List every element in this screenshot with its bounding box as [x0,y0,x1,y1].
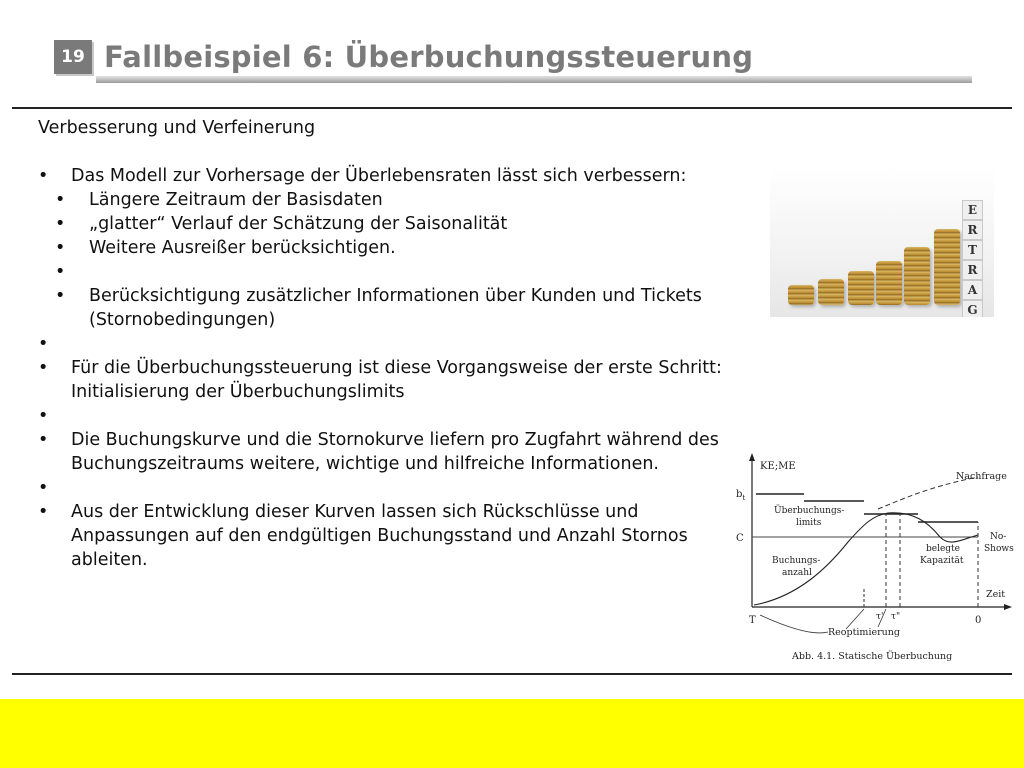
occupied-label: Kapazität [920,556,964,566]
page-number: 19 [54,40,92,74]
coin-stacks-image [770,167,994,317]
spacer [38,260,728,284]
sub-bullet-item: • „glatter“ Verlauf der Schätzung der Saisonalität [38,212,728,236]
bullet-item [38,164,728,332]
sub-bullet-item: • Berücksichtigung zusätzlicher Informationen über Kunden und Tickets (Stornobedingungen) [38,284,728,332]
reoptimization-label-text: Reoptimierung [828,627,900,638]
figure-caption: Abb. 4.1. Statische Überbuchung [792,651,953,662]
c-label: C [736,533,744,544]
letter-tile: R [962,260,983,280]
zero-label: 0 [975,615,982,626]
slide-content [38,116,728,572]
sub-bullet-item: • Längere Zeitraum der Basisdaten [38,188,728,212]
y-axis-arrow [749,453,755,461]
coin-stack [876,261,902,305]
bookings-label: Buchungs- [772,556,821,566]
coin-stack [788,285,814,305]
bullet-item: • Für die Überbuchungssteuerung ist diese Vorgangsweise der erste Schritt: Initialisierung der Überbuchungslimits [38,356,728,404]
demand-label: Nachfrage [956,471,1007,482]
bullet-item: • Aus der Entwicklung dieser Kurven lassen sich Rückschlüsse und Anpassungen auf den endgültigen Buchungsstand und Anzahl Stornos ableiten. [38,500,728,572]
coin-stack [818,279,844,305]
title-underline [96,76,972,83]
footer-band [0,699,1024,768]
letter-tile: G [962,300,983,317]
tau-label: τ' [876,612,884,622]
bullet-list [38,164,728,572]
sub-bullet-item: • Weitere Ausreißer berücksichtigen. [38,236,728,260]
content-heading: Verbesserung und Verfeinerung [38,118,316,138]
occupied-label: belegte [926,544,960,554]
bookings-label: anzahl [782,568,812,578]
slide-title: Fallbeispiel 6: Überbuchungssteuerung [104,40,754,74]
letter-tile: A [962,280,983,300]
t-label: T [749,615,756,626]
letter-tile: R [962,220,983,240]
time-label: Zeit [986,589,1006,600]
tau-label: τ" [891,612,901,622]
spacer [38,404,728,428]
letter-tile: E [962,200,983,220]
bottom-divider [12,673,1012,675]
coin-stack [904,247,930,305]
spacer [38,476,728,500]
overbooking-diagram [728,447,1020,667]
letter-tile: T [962,240,983,260]
b-label: $b_t$ [736,489,746,502]
noshows-label: No- [990,532,1007,542]
x-axis-arrow [1004,604,1012,610]
coin-stack [848,271,874,305]
limits-label: limits [796,518,822,528]
bullet-text: Das Modell zur Vorhersage der Überlebensraten lässt sich verbessern: [71,166,687,186]
spacer [38,332,728,356]
y-axis-label: KE;ME [760,461,796,472]
limits-label: Überbuchungs- [774,506,845,516]
coin-stack [934,229,960,305]
bullet-item: • Die Buchungskurve und die Stornokurve liefern pro Zugfahrt während des Buchungszeitraums weitere, wichtige und hilfreiche Informationen. [38,428,728,476]
top-divider [12,107,1012,109]
sub-bullet-list [38,188,728,332]
noshows-label: Shows [984,544,1014,554]
